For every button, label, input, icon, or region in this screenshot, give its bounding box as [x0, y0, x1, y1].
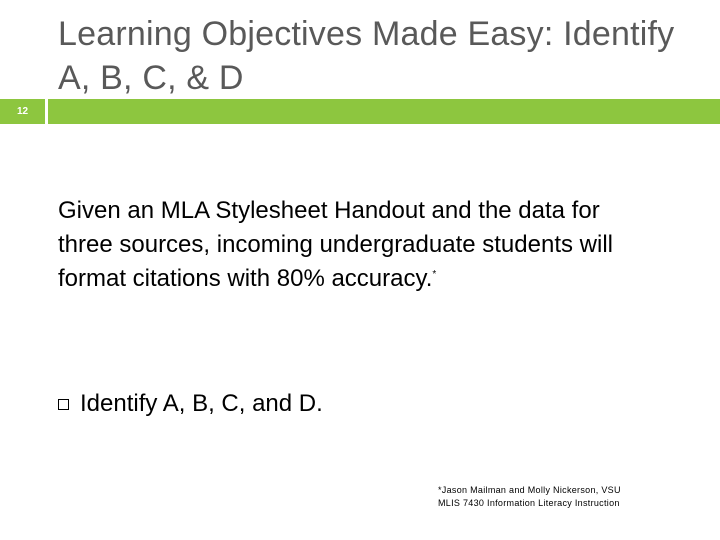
slide-number-label: 12	[16, 106, 29, 117]
title-divider-bar	[48, 99, 720, 124]
square-bullet-icon	[58, 399, 69, 410]
objective-paragraph	[58, 194, 658, 296]
bullet-text: Identify A, B, C, and D.	[80, 390, 323, 417]
slide-title: Learning Objectives Made Easy: Identify A, B, C, & D	[58, 15, 675, 97]
objective-text: Given an MLA Stylesheet Handout and the data for three sources, incoming undergraduate students will format citations with 80% accuracy.	[58, 197, 613, 292]
footnote-marker: *	[432, 269, 437, 280]
bullet-item	[58, 388, 323, 420]
footnote: *Jason Mailman and Molly Nickerson, VSU MLIS 7430 Information Literacy Instruction	[438, 485, 621, 508]
slide-number	[0, 99, 45, 124]
